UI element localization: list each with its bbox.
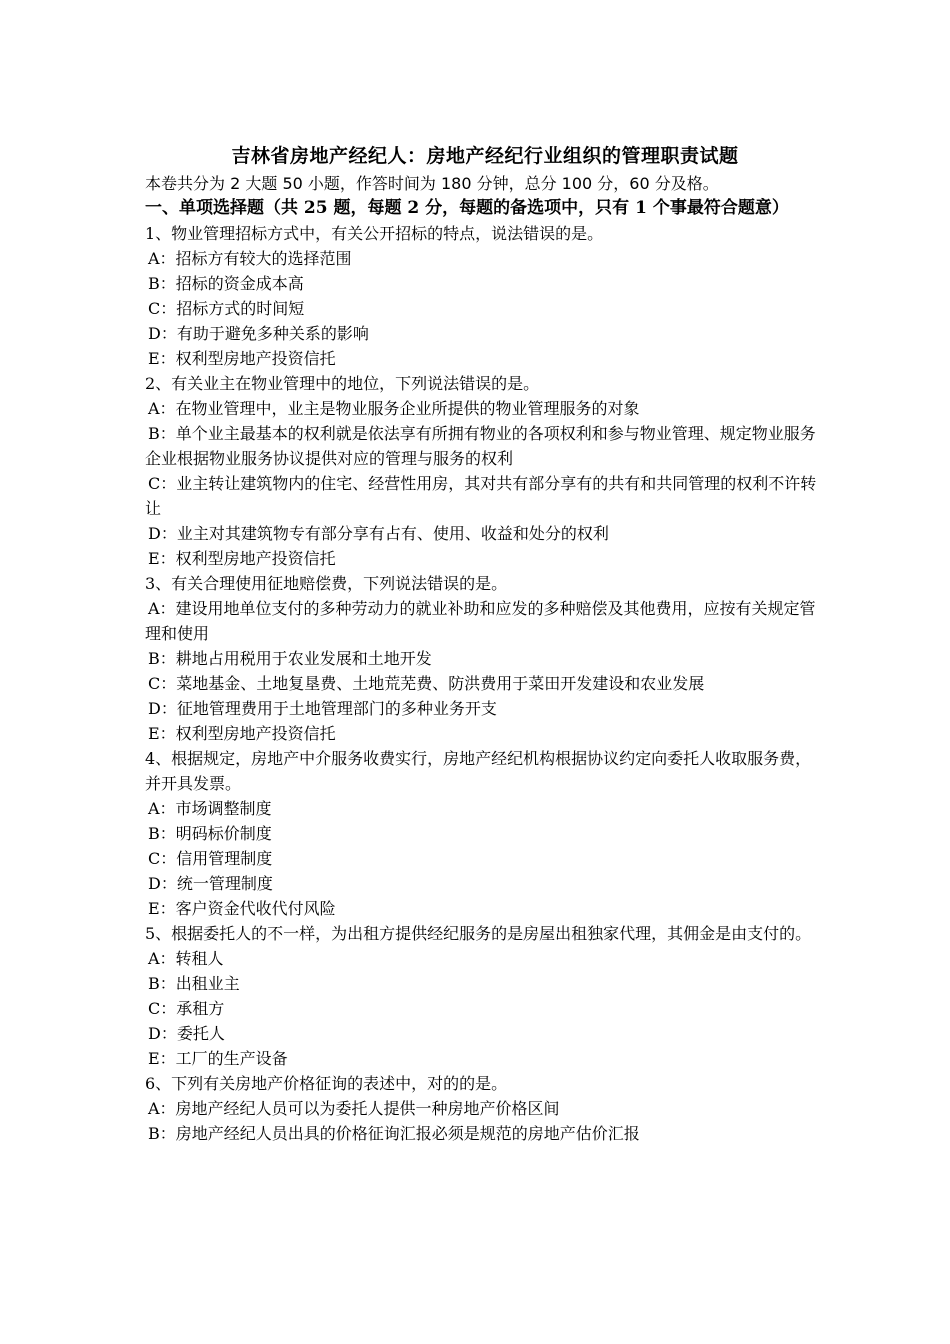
document-page — [145, 143, 825, 1146]
question-1 — [145, 221, 825, 371]
option-d: D：委托人 — [148, 1024, 225, 1043]
question-stem: 2、有关业主在物业管理中的地位，下列说法错误的是。 — [145, 374, 540, 393]
option-d: D：征地管理费用于土地管理部门的多种业务开支 — [148, 699, 497, 718]
question-5 — [145, 921, 825, 1071]
option-d: D：业主对其建筑物专有部分享有占有、使用、收益和处分的权利 — [148, 524, 609, 543]
question-stem: 4、根据规定，房地产中介服务收费实行，房地产经纪机构根据协议约定向委托人收取服务费，并开具发票。 — [145, 749, 812, 793]
option-c: C：业主转让建筑物内的住宅、经营性用房，其对共有部分享有的共有和共同管理的权利不许转让 — [145, 474, 817, 518]
option-e: E：权利型房地产投资信托 — [148, 549, 336, 568]
question-stem: 1、物业管理招标方式中，有关公开招标的特点，说法错误的是。 — [145, 224, 604, 243]
option-d: D：有助于避免多种关系的影响 — [148, 324, 369, 343]
option-b: B：房地产经纪人员出具的价格征询汇报必须是规范的房地产估价汇报 — [148, 1124, 640, 1143]
option-c: C：招标方式的时间短 — [148, 299, 305, 318]
question-2 — [145, 371, 825, 571]
option-e: E：工厂的生产设备 — [148, 1049, 288, 1068]
option-b: B：出租业主 — [148, 974, 240, 993]
option-a: A：在物业管理中，业主是物业服务企业所提供的物业管理服务的对象 — [148, 399, 640, 418]
section-heading: 一、单项选择题（共 25 题，每题 2 分，每题的备选项中，只有 1 个事最符合题意） — [145, 198, 789, 218]
option-a: A：招标方有较大的选择范围 — [148, 249, 352, 268]
option-e: E：权利型房地产投资信托 — [148, 724, 336, 743]
option-e: E：客户资金代收代付风险 — [148, 899, 336, 918]
option-b: B：招标的资金成本高 — [148, 274, 304, 293]
option-a: A：市场调整制度 — [148, 799, 272, 818]
question-stem: 3、有关合理使用征地赔偿费，下列说法错误的是。 — [145, 574, 508, 593]
question-4 — [145, 746, 825, 921]
option-a: A：房地产经纪人员可以为委托人提供一种房地产价格区间 — [148, 1099, 560, 1118]
option-a: A：建设用地单位支付的多种劳动力的就业补助和应发的多种赔偿及其他费用，应按有关规定管理和使用 — [145, 599, 816, 643]
option-b: B：单个业主最基本的权利就是依法享有所拥有物业的各项权利和参与物业管理、规定物业服务企业根据物业服务协议提供对应的管理与服务的权利 — [145, 424, 816, 468]
question-stem: 5、根据委托人的不一样，为出租方提供经纪服务的是房屋出租独家代理，其佣金是由支付的。 — [145, 924, 812, 943]
option-a: A：转租人 — [148, 949, 224, 968]
option-b: B：明码标价制度 — [148, 824, 272, 843]
option-c: C：信用管理制度 — [148, 849, 273, 868]
option-c: C：承租方 — [148, 999, 225, 1018]
option-e: E：权利型房地产投资信托 — [148, 349, 336, 368]
question-stem: 6、下列有关房地产价格征询的表述中，对的的是。 — [145, 1074, 508, 1093]
exam-intro: 本卷共分为 2 大题 50 小题，作答时间为 180 分钟，总分 100 分，60 分及格。 — [145, 174, 719, 193]
document-title: 吉林省房地产经纪人：房地产经纪行业组织的管理职责试题 — [231, 145, 739, 167]
option-d: D：统一管理制度 — [148, 874, 273, 893]
option-c: C：菜地基金、土地复垦费、土地荒芜费、防洪费用于菜田开发建设和农业发展 — [148, 674, 705, 693]
option-b: B：耕地占用税用于农业发展和土地开发 — [148, 649, 432, 668]
question-3 — [145, 571, 825, 746]
question-6 — [145, 1071, 825, 1146]
